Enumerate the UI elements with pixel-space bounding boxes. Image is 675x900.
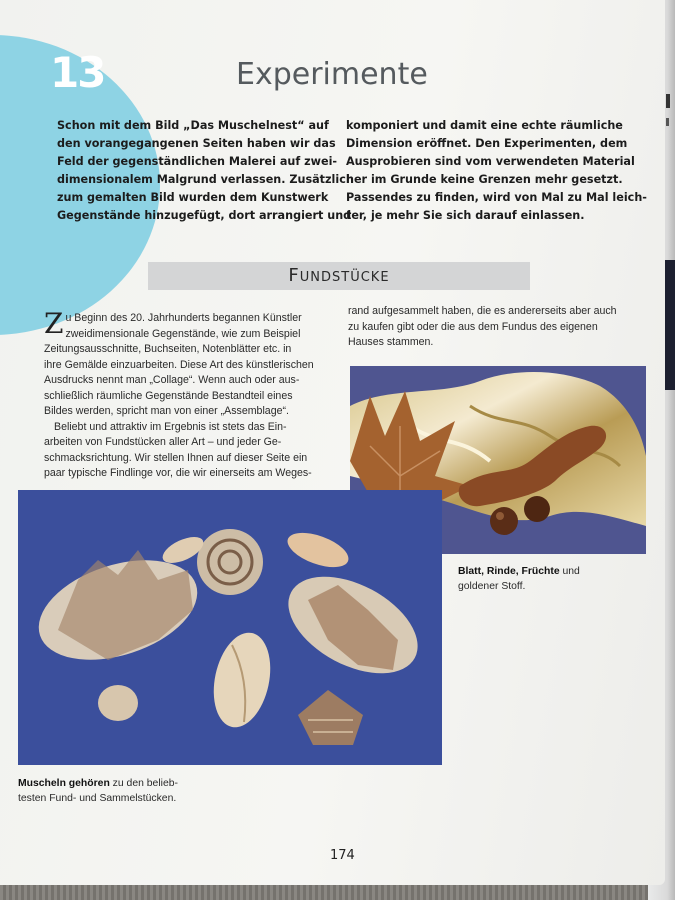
shells-photo — [18, 490, 442, 765]
intro-line: Passendes zu finden, wird von Mal zu Mal leich- — [346, 191, 647, 204]
intro-line: Feld der gegenständlichen Malerei auf zwei- — [57, 155, 338, 168]
intro-line: Gegenstände hinzugefügt, dort arrangiert und — [57, 209, 352, 222]
caption-text: und — [559, 566, 580, 577]
caption-text: testen Fund- und Sammelstücken. — [18, 793, 177, 804]
body-line: zu kaufen gibt oder die aus dem Fundus des eigenen — [348, 320, 598, 333]
intro-line: her im Grunde keine Grenzen mehr gesetzt. — [346, 173, 623, 186]
shells-photo-caption — [18, 776, 258, 806]
body-line: Hauses stammen. — [348, 336, 434, 348]
body-line: Zeitungsausschnitte, Buchseiten, Notenblätter etc. in — [44, 343, 292, 355]
intro-line: Schon mit dem Bild „Das Muschelnest“ auf — [57, 119, 329, 132]
page-number: 174 — [330, 848, 355, 863]
intro-line: ter, je mehr Sie sich darauf einlassen. — [346, 209, 585, 222]
caption-bold: Blatt, Rinde, Früchte — [458, 566, 560, 577]
section-heading-bar — [148, 262, 530, 290]
body-line: Bildes werden, spricht man von einer „Assemblage“. — [44, 405, 289, 417]
body-line: arbeiten von Fundstücken aller Art – und jeder Ge- — [44, 436, 282, 448]
body-column-right — [348, 304, 634, 351]
page-title: Experimente — [236, 57, 428, 92]
body-line: u Beginn des 20. Jahrhunderts begannen Künstler — [65, 312, 302, 324]
chapter-number: 13 — [50, 48, 105, 97]
intro-column-right — [346, 117, 647, 225]
intro-line: komponiert und damit eine echte räumliche — [346, 119, 623, 132]
intro-line: den vorangegangenen Seiten haben wir das — [57, 137, 336, 150]
section-title: Fundstücke — [288, 265, 390, 286]
leaf-photo-caption — [458, 564, 628, 594]
intro-line: zum gemalten Bild wurden dem Kunstwerk — [57, 191, 329, 204]
intro-line: dimensionalem Malgrund verlassen. Zusätzlich — [57, 173, 354, 186]
caption-text: goldener Stoff. — [458, 581, 526, 592]
body-line: Ausdrucks nennt man „Collage“. Wenn auch oder aus- — [44, 374, 300, 386]
intro-line: Ausprobieren sind vom verwendeten Material — [346, 155, 635, 168]
body-line: paar typische Findlinge vor, die wir einerseits am Weges- — [44, 467, 312, 479]
body-line: Beliebt und attraktiv im Ergebnis ist stets das Ein- — [54, 420, 287, 433]
body-line: zweidimensionale Gegenstände, wie zum Beispiel — [65, 327, 301, 340]
next-page-text-fragment — [666, 118, 669, 126]
caption-text: zu den belieb- — [109, 778, 178, 789]
shells-illustration — [18, 490, 442, 765]
body-line: schließlich räumliche Gegenstände Bestandteil eines — [44, 389, 293, 402]
intro-column-left — [57, 117, 354, 225]
body-line: rand aufgesammelt haben, die es andererseits aber auch — [348, 305, 617, 317]
caption-bold: Muscheln gehören — [18, 778, 110, 789]
next-page-text-fragment — [666, 94, 670, 108]
body-line: ihre Gemälde einzuarbeiten. Diese Art des künstlerischen — [44, 358, 314, 371]
drop-cap: Z — [44, 307, 64, 340]
body-line: schmacksrichtung. Wir stellen Ihnen auf dieser Seite ein — [44, 451, 308, 464]
intro-line: Dimension eröffnet. Den Experimenten, dem — [346, 137, 628, 150]
body-column-left — [44, 307, 330, 482]
